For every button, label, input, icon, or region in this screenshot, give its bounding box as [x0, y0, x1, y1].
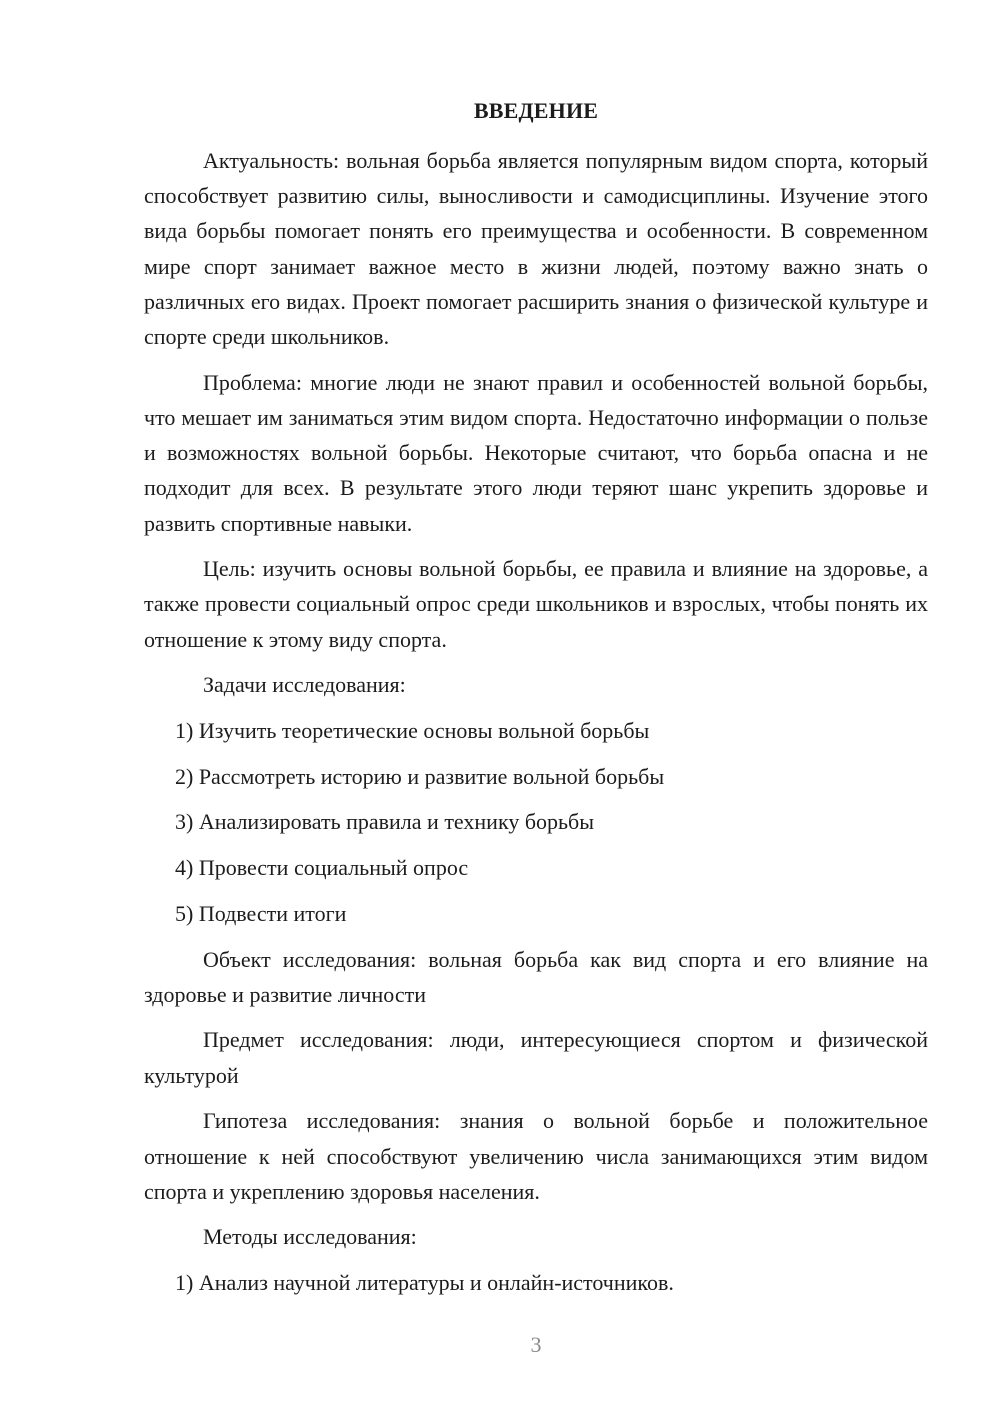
goal-paragraph: Цель: изучить основы вольной борьбы, ее правила и влияние на здоровье, а также провести социальный опрос среди школьников и взрослых, чтобы понять их отношение к этому виду спорта. [144, 556, 928, 652]
object-paragraph: Объект исследования: вольная борьба как вид спорта и его влияние на здоровье и развитие личности [144, 946, 928, 1007]
hypothesis-paragraph: Гипотеза исследования: знания о вольной борьбе и положительное отношение к ней способствуют увеличению числа занимающихся этим видом спорта и укреплению здоровья населения. [144, 1108, 928, 1204]
page-number: 3 [530, 1332, 542, 1357]
problem-paragraph: Проблема: многие люди не знают правил и особенностей вольной борьбы, что мешает им заниматься этим видом спорта. Недостаточно информации о пользе и возможностях вольной борьбы. Некоторые считают, что борьба опасна и не подходит для всех. В результате этого люди теряют шанс укрепить здоровье и развить спортивные навыки. [144, 369, 928, 536]
method-item-1: 1) Анализ научной литературы и онлайн-источников. [175, 1270, 674, 1296]
page-title: ВВЕДЕНИЕ [473, 98, 599, 123]
tasks-title: Задачи исследования: [203, 672, 406, 698]
task-item-2: 2) Рассмотреть историю и развитие вольной борьбы [175, 763, 665, 789]
relevance-paragraph: Актуальность: вольная борьба является популярным видом спорта, который способствует развитию силы, выносливости и самодисциплины. Изучение этого вида борьбы помогает понять его преимущества и особенности. В современном мире спорт занимает важное место в жизни людей, поэтому важно знать о различных его видах. Проект помогает расширить знания о физической культуре и спорте среди школьников. [144, 148, 928, 350]
task-item-1: 1) Изучить теоретические основы вольной борьбы [175, 718, 650, 744]
methods-title: Методы исследования: [203, 1224, 417, 1250]
document-body [144, 143, 928, 1311]
task-item-3: 3) Анализировать правила и технику борьбы [175, 809, 595, 835]
task-item-5: 5) Подвести итоги [175, 900, 347, 926]
subject-paragraph: Предмет исследования: люди, интересующиеся спортом и физической культурой [144, 1027, 928, 1088]
task-item-4: 4) Провести социальный опрос [175, 855, 469, 881]
